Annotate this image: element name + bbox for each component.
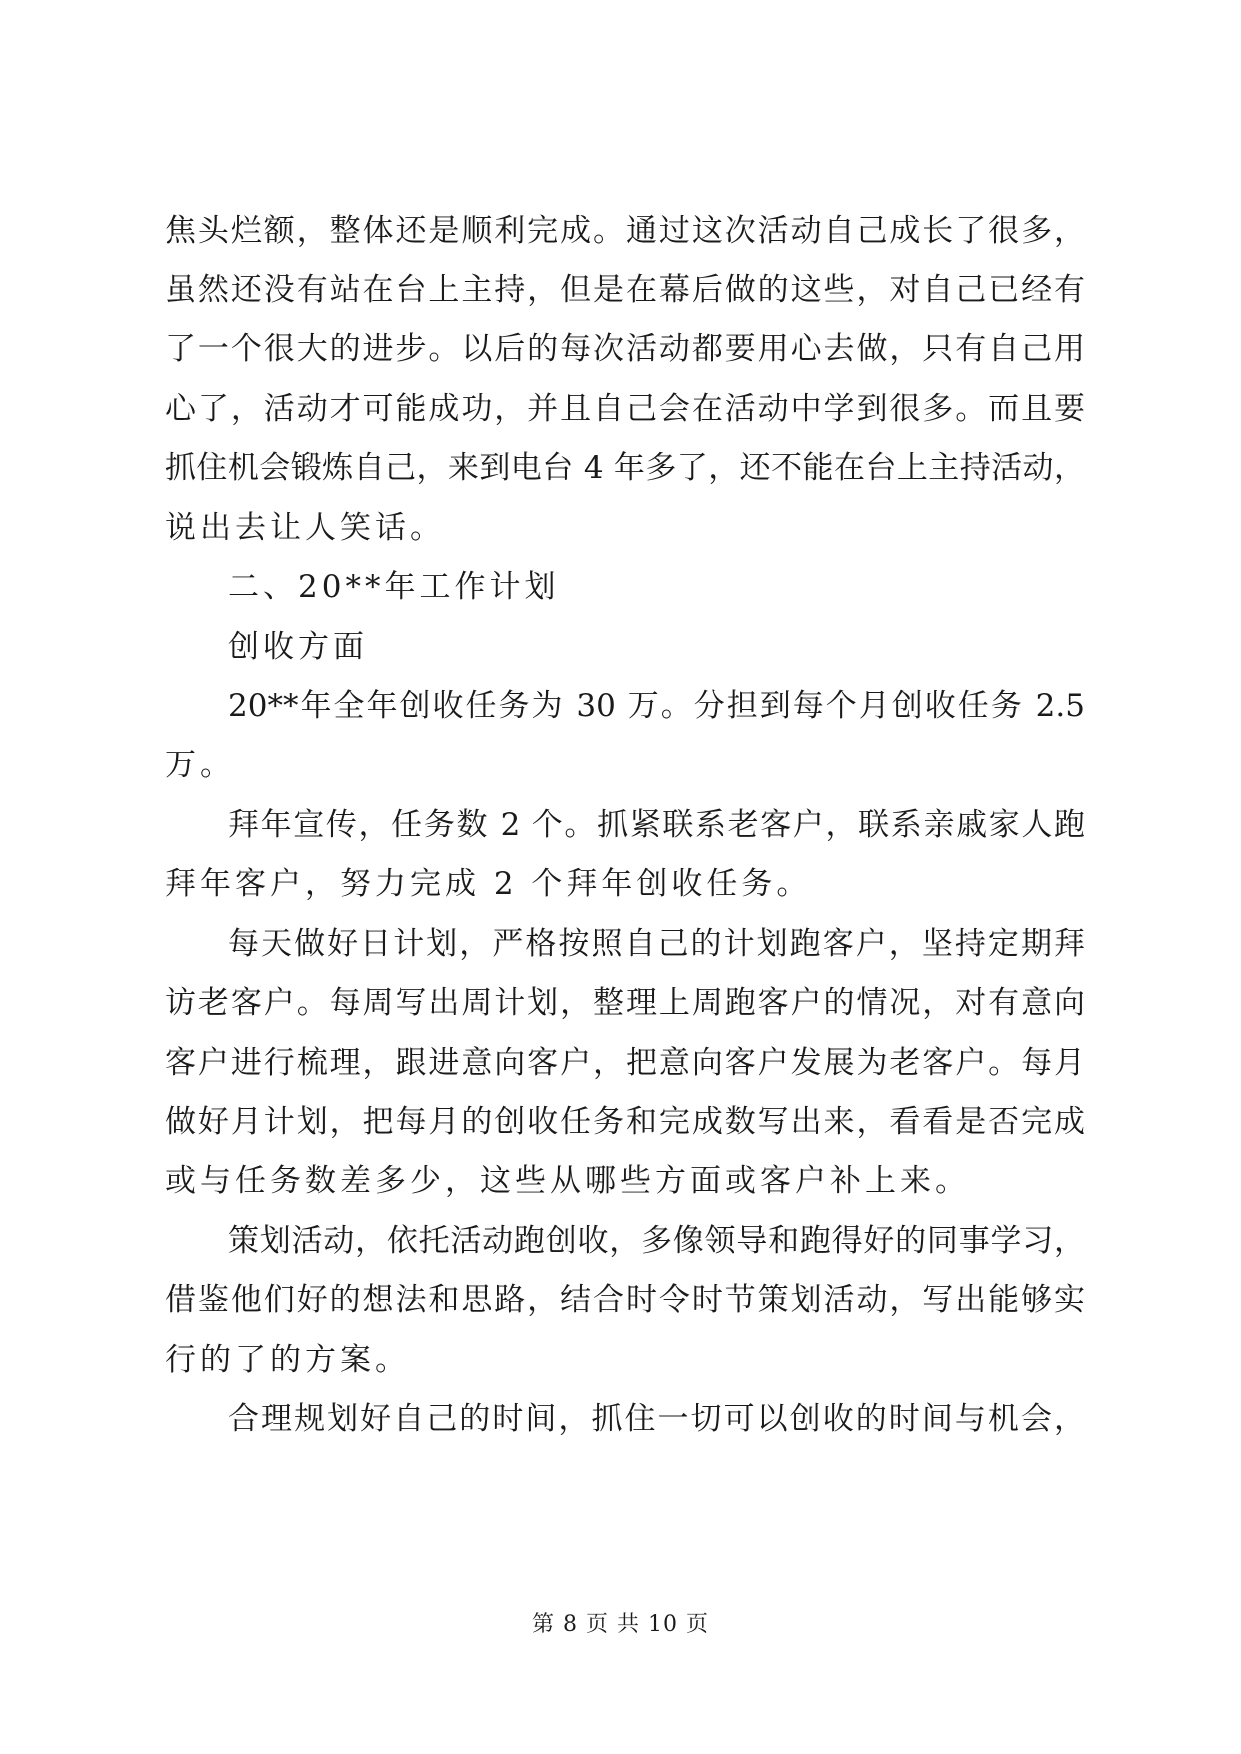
body-line: 虽然还没有站在台上主持，但是在幕后做的这些，对自己已经有: [165, 272, 1085, 308]
body-line: 行的了的方案。: [165, 1342, 410, 1378]
body-line: 了一个很大的进步。以后的每次活动都要用心去做，只有自己用: [165, 331, 1085, 367]
body-line: 心了，活动才可能成功，并且自己会在活动中学到很多。而且要: [165, 391, 1085, 427]
body-line: 访老客户。每周写出周计划，整理上周跑客户的情况，对有意向: [165, 985, 1085, 1021]
body-line: 20**年全年创收任务为 30 万。分担到每个月创收任务 2.5: [228, 688, 1085, 724]
body-line: 焦头烂额，整体还是顺利完成。通过这次活动自己成长了很多，: [165, 213, 1085, 249]
body-line: 合理规划好自己的时间，抓住一切可以创收的时间与机会，: [228, 1401, 1085, 1437]
body-line: 做好月计划，把每月的创收任务和完成数写出来，看看是否完成: [165, 1104, 1085, 1140]
subsection-heading: 创收方面: [228, 629, 368, 665]
body-line: 拜年客户，努力完成 2 个拜年创收任务。: [165, 866, 812, 902]
section-heading: 二、20**年工作计划: [228, 569, 560, 605]
page-number-footer: 第 8 页 共 10 页: [532, 1612, 709, 1637]
body-line: 万。: [165, 747, 235, 783]
body-line: 策划活动，依托活动跑创收，多像领导和跑得好的同事学习，: [228, 1223, 1085, 1259]
body-line: 或与任务数差多少，这些从哪些方面或客户补上来。: [165, 1163, 970, 1199]
body-line: 说出去让人笑话。: [165, 510, 445, 546]
body-line: 拜年宣传，任务数 2 个。抓紧联系老客户，联系亲戚家人跑: [228, 807, 1085, 843]
body-line: 抓住机会锻炼自己，来到电台 4 年多了，还不能在台上主持活动，: [165, 450, 1085, 486]
body-line: 每天做好日计划，严格按照自己的计划跑客户，坚持定期拜: [228, 926, 1085, 962]
body-line: 客户进行梳理，跟进意向客户，把意向客户发展为老客户。每月: [165, 1045, 1085, 1081]
body-line: 借鉴他们好的想法和思路，结合时令时节策划活动，写出能够实: [165, 1282, 1085, 1318]
